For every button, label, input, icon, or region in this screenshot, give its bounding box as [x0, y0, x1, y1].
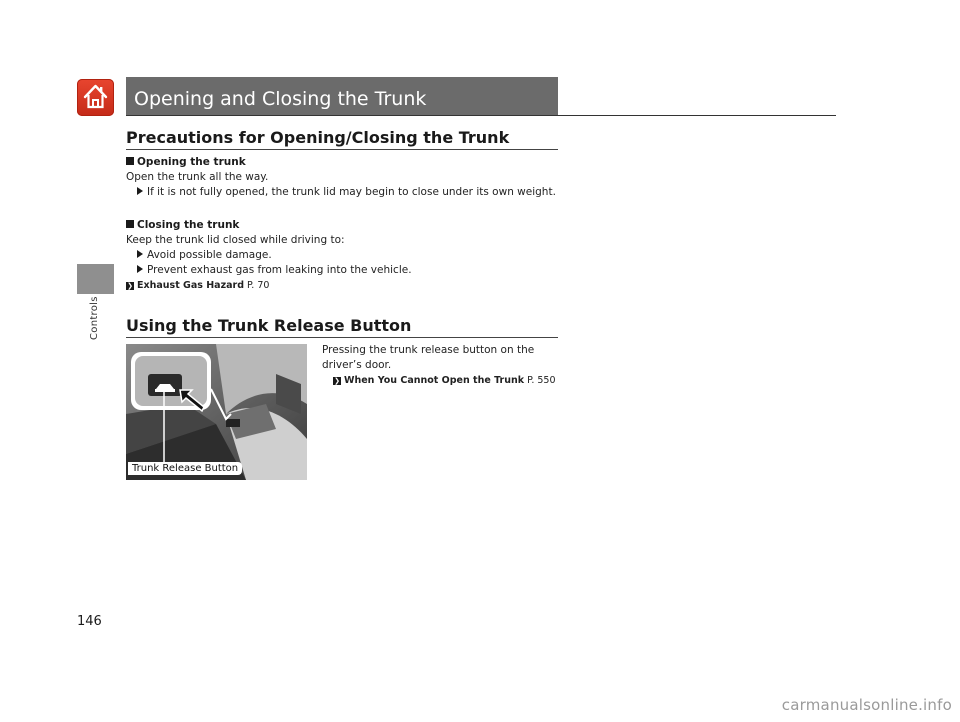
reference-arrow-icon: ❯ [127, 282, 133, 290]
exhaust-gas-reference-link[interactable]: ❯ Exhaust Gas Hazard P. 70 [127, 280, 270, 291]
cannot-open-trunk-reference-link[interactable]: ❯ When You Cannot Open the Trunk P. 550 [334, 375, 556, 386]
home-button[interactable] [77, 79, 114, 116]
release-text-line-1: Pressing the trunk release button on the [322, 344, 535, 356]
page-number: 146 [77, 614, 102, 629]
title-divider [126, 115, 836, 116]
precautions-divider [126, 149, 558, 150]
home-icon [82, 83, 109, 111]
sidebar-section-label: Controls [89, 296, 100, 340]
closing-bullet-2: Prevent exhaust gas from leaking into the vehicle. [137, 264, 412, 276]
closing-bullet-1: Avoid possible damage. [137, 249, 272, 261]
trunk-release-button-label: Trunk Release Button [128, 462, 242, 475]
square-bullet-icon [126, 220, 134, 228]
trunk-release-photo [126, 344, 307, 480]
release-text-line-2: driver’s door. [322, 359, 392, 371]
opening-subheading: Opening the trunk [126, 156, 246, 168]
page-title: Opening and Closing the Trunk [134, 88, 427, 110]
release-divider [126, 337, 558, 338]
precautions-heading: Precautions for Opening/Closing the Trunk [126, 128, 510, 147]
closing-subheading: Closing the trunk [126, 219, 239, 231]
sidebar-section-tab[interactable] [77, 264, 114, 294]
reference-arrow-icon: ❯ [334, 377, 340, 385]
closing-text: Keep the trunk lid closed while driving to: [126, 234, 345, 246]
watermark: carmanualsonline.info [781, 696, 952, 714]
opening-text: Open the trunk all the way. [126, 171, 269, 183]
square-bullet-icon [126, 157, 134, 165]
opening-bullet: If it is not fully opened, the trunk lid may begin to close under its own weight. [137, 186, 556, 198]
release-heading: Using the Trunk Release Button [126, 316, 412, 335]
